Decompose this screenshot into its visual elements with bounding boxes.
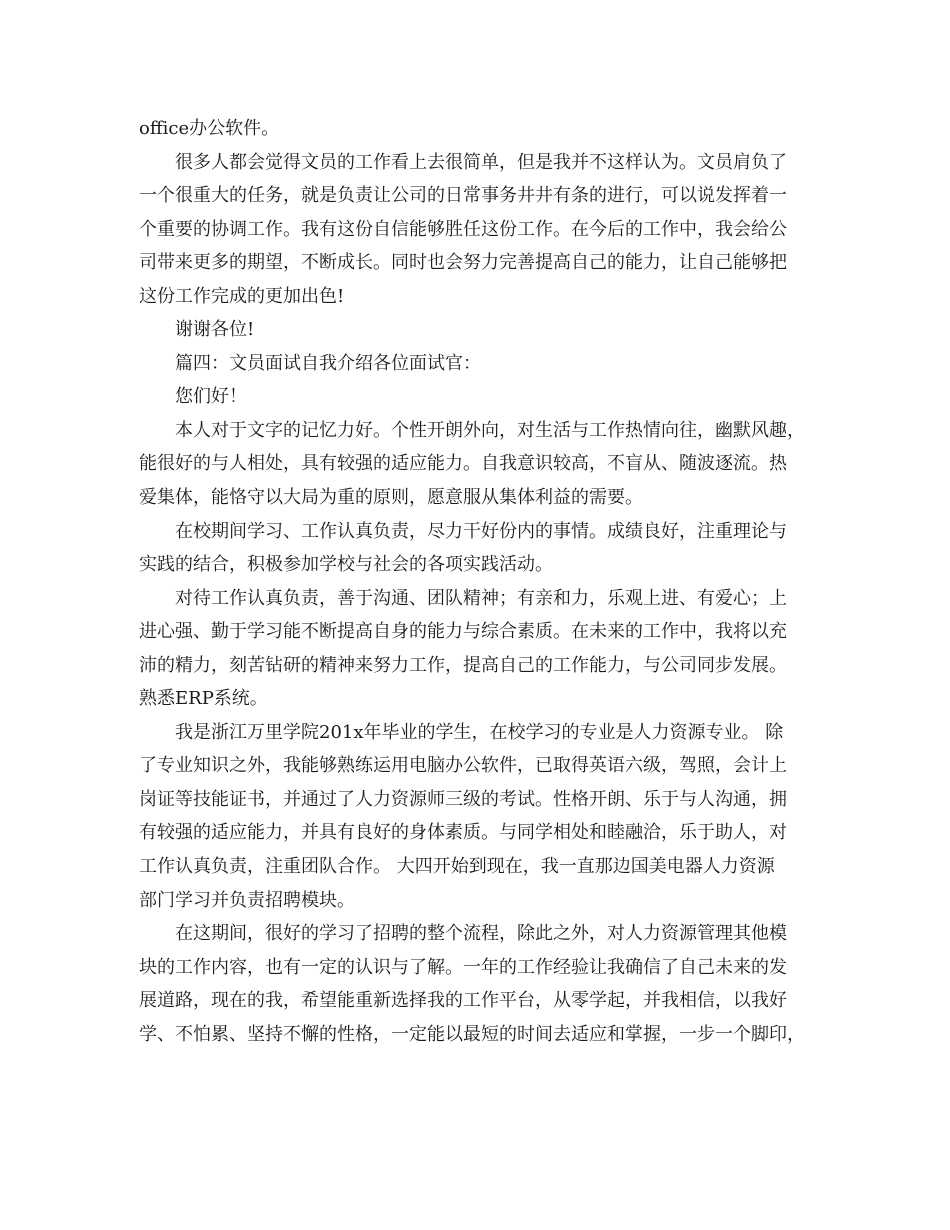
text-line: 沛的精力，刻苦钻研的精神来努力工作，提高自己的工作能力，与公司同步发展。 [139, 654, 787, 676]
text-line: 岗证等技能证书，并通过了人力资源师三级的考试。性格开朗、乐于与人沟通，拥 [139, 788, 787, 810]
text-line: 有较强的适应能力，并具有良好的身体素质。与同学相处和睦融洽，乐于助人，对 [139, 822, 787, 844]
text-line: 工作认真负责，注重团队合作。 大四开始到现在，我一直那边国美电器人力资源 [139, 856, 775, 878]
text-line: 个重要的协调工作。我有这份自信能够胜任这份工作。在今后的工作中，我会给公 [139, 218, 787, 240]
text-line: 部门学习并负责招聘模块。 [139, 889, 355, 911]
text-line: 进心强、勤于学习能不断提高自身的能力与综合素质。在未来的工作中，我将以充 [139, 621, 787, 643]
text-line: 本人对于文字的记忆力好。个性开朗外向，对生活与工作热情向往，幽默风趣， [175, 419, 805, 441]
text-line: office办公软件。 [139, 118, 280, 139]
text-line: 块的工作内容，也有一定的认识与了解。一年的工作经验让我确信了自己未来的发 [139, 956, 787, 978]
text-line: 展道路，现在的我，希望能重新选择我的工作平台，从零学起，并我相信，以我好 [139, 990, 787, 1012]
text-line: 我是浙江万里学院201x年毕业的学生，在校学习的专业是人力资源专业。 除 [175, 721, 784, 743]
text-line: 这份工作完成的更加出色! [139, 285, 345, 307]
text-line: 了专业知识之外，我能够熟练运用电脑办公软件，已取得英语六级，驾照，会计上 [139, 755, 787, 777]
text-line: 很多人都会觉得文员的工作看上去很简单，但是我并不这样认为。文员肩负了 [175, 151, 787, 173]
text-line: 一个很重大的任务，就是负责让公司的日常事务井井有条的进行，可以说发挥着一 [139, 185, 787, 207]
text-line: 对待工作认真负责，善于沟通、团队精神；有亲和力，乐观上进、有爱心；上 [175, 587, 787, 609]
text-line: 司带来更多的期望，不断成长。同时也会努力完善提高自己的能力，让自己能够把 [139, 252, 787, 274]
text-line: 熟悉ERP系统。 [139, 688, 268, 710]
text-line: 爱集体，能恪守以大局为重的原则，愿意服从集体利益的需要。 [139, 487, 643, 509]
text-line: 学、不怕累、坚持不懈的性格，一定能以最短的时间去适应和掌握，一步一个脚印， [139, 1023, 805, 1045]
text-line: 谢谢各位! [175, 319, 255, 341]
document-body [139, 112, 829, 1051]
text-line: 在这期间，很好的学习了招聘的整个流程，除此之外，对人力资源管理其他模 [175, 923, 787, 945]
text-line: 实践的结合，积极参加学校与社会的各项实践活动。 [139, 554, 553, 576]
text-line: 在校期间学习、工作认真负责，尽力干好份内的事情。成绩良好，注重理论与 [175, 520, 787, 542]
text-line: 您们好！ [175, 386, 247, 408]
text-line: 篇四：文员面试自我介绍各位面试官： [175, 352, 481, 374]
text-line: 能很好的与人相处，具有较强的适应能力。自我意识较高，不盲从、随波逐流。热 [139, 453, 787, 475]
